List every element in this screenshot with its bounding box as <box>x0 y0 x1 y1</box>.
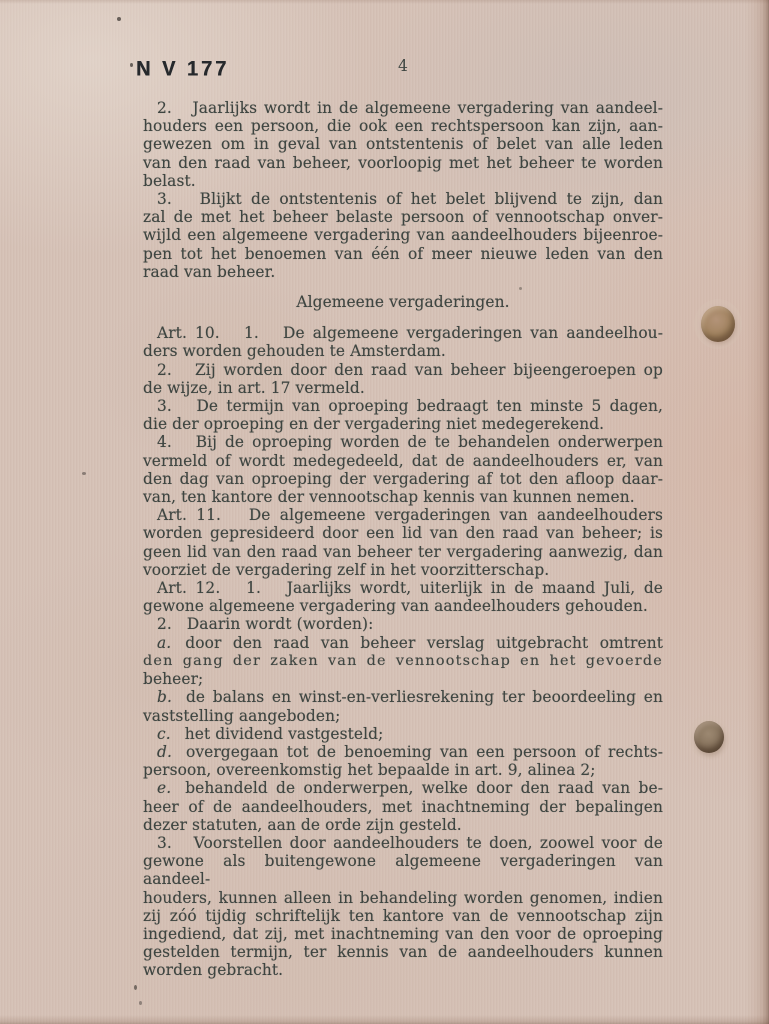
text-line: wijld een algemeene vergadering van aandeelhouders bijeenroe- <box>143 226 663 245</box>
text-line: worden gebracht. <box>143 961 284 980</box>
text-line: dezer statuten, aan de orde zijn gesteld. <box>143 815 462 834</box>
document-body <box>143 99 663 980</box>
text-line: den gang der zaken van de vennootschap en het gevoerde <box>143 652 663 669</box>
text-line: Art. 11. De algemeene vergaderingen van aandeelhouders <box>157 506 663 525</box>
text-line: ingediend, dat zij, met inachtneming van den voor de oproeping <box>143 924 663 943</box>
paper-speck <box>130 63 133 67</box>
text-line: pen tot het benoemen van één of meer nieuwe leden van den <box>143 244 663 263</box>
text-line: ders worden gehouden te Amsterdam. <box>143 342 446 361</box>
item-marker: a. <box>157 633 172 652</box>
text-line: 4. Bij de oproeping worden de te behandelen onderwerpen <box>157 433 663 452</box>
item-marker: c. <box>157 724 171 743</box>
paragraph <box>143 361 663 397</box>
text-line: c. het dividend vastgesteld; <box>157 724 384 743</box>
text-line: den dag van oproeping der vergadering af tot den afloop daar- <box>143 469 663 488</box>
text-line: 2. Jaarlijks wordt in de algemeene vergadering van aandeel- <box>157 99 663 117</box>
text-line: a. door den raad van beheer verslag uitgebracht omtrent <box>157 633 663 652</box>
text-line: Art. 12. 1. Jaarlijks wordt, uiterlijk in de maand Juli, de <box>157 579 663 598</box>
punch-hole-top <box>701 306 735 342</box>
text-line: beheer; <box>143 670 204 689</box>
paper-speck <box>82 472 86 475</box>
text-line: van den raad van beheer, voorloopig met het beheer te worden <box>143 153 663 172</box>
paragraph <box>143 834 663 980</box>
paragraph <box>143 634 663 689</box>
text-line: e. behandeld de onderwerpen, welke door den raad van be- <box>157 779 663 798</box>
text-line: gewone algemeene vergadering van aandeelhouders gehouden. <box>143 597 648 616</box>
paper-speck <box>139 1001 142 1005</box>
page-edge-shadow-right <box>745 0 769 1024</box>
text-line: persoon, overeenkomstig het bepaalde in art. 9, alinea 2; <box>143 761 596 780</box>
item-marker: d. <box>157 742 172 761</box>
text-line: gewezen om in geval van ontstentenis of belet van alle leden <box>143 135 663 154</box>
text-line: gewone als buitengewone algemeene vergaderingen van aandeel- <box>143 852 663 889</box>
text-line: zal de met het beheer belaste persoon of vennootschap onver- <box>143 208 663 227</box>
text-line: geen lid van den raad van beheer ter vergadering aanwezig, dan <box>143 542 663 561</box>
paragraph <box>143 99 663 190</box>
paragraph <box>143 190 663 281</box>
page-edge-shadow-top <box>0 0 769 4</box>
paper-speck <box>117 17 121 21</box>
text-line: vaststelling aangeboden; <box>143 706 341 725</box>
paragraph <box>143 779 663 834</box>
paper-speck <box>134 985 137 990</box>
item-marker: e. <box>157 779 172 798</box>
section-heading <box>143 293 663 311</box>
text-line: Art. 10. 1. De algemeene vergaderingen van aandeelhou- <box>157 324 663 343</box>
text-line: b. de balans en winst-en-verliesrekening ter beoordeeling en <box>157 688 663 707</box>
text-line: voorziet de vergadering zelf in het voorzitterschap. <box>143 560 550 579</box>
paragraph <box>143 433 663 506</box>
paragraph <box>143 397 663 433</box>
paper-speck <box>519 287 522 290</box>
text-line: zij zóó tijdig schriftelijk ten kantore van de vennootschap zijn <box>143 906 663 925</box>
text-line: vermeld of wordt medegedeeld, dat de aandeelhouders er, van <box>143 451 663 470</box>
text-line: 2. Daarin wordt (worden): <box>157 615 374 634</box>
text-line: 3. Voorstellen door aandeelhouders te doen, zoowel voor de <box>157 833 663 852</box>
punch-hole-bottom <box>694 721 724 753</box>
page-edge-shadow-bottom <box>0 1015 769 1024</box>
paragraph <box>143 324 663 360</box>
document-stamp: N V 177 <box>136 57 230 81</box>
text-line: gestelden termijn, ter kennis van de aandeelhouders kunnen <box>143 943 663 962</box>
text-line: de wijze, in art. 17 vermeld. <box>143 378 365 397</box>
text-line: belast. <box>143 171 196 190</box>
text-line: 2. Zij worden door den raad van beheer bijeengeroepen op <box>157 360 663 379</box>
text-line: houders, kunnen alleen in behandeling worden genomen, indien <box>143 888 663 907</box>
page-number: 4 <box>398 57 408 75</box>
item-marker: b. <box>157 688 172 707</box>
text-line: 3. Blijkt de ontstentenis of het belet blijvend te zijn, dan <box>157 190 663 209</box>
paragraph <box>143 506 663 579</box>
text-line: van, ten kantore der vennootschap kennis van kunnen nemen. <box>143 488 635 507</box>
text-line: raad van beheer. <box>143 262 276 281</box>
text-line: heer of de aandeelhouders, met inachtneming der bepalingen <box>143 797 663 816</box>
text-line: houders een persoon, die ook een rechtspersoon kan zijn, aan- <box>143 117 663 136</box>
paragraph <box>143 579 663 615</box>
paragraph <box>143 743 663 779</box>
text-line: 3. De termijn van oproeping bedraagt ten minste 5 dagen, <box>157 397 663 416</box>
text-line: Algemeene vergaderingen. <box>296 293 510 312</box>
paragraph <box>143 615 663 633</box>
text-line: d. overgegaan tot de benoeming van een persoon of rechts- <box>157 742 663 761</box>
paragraph <box>143 688 663 724</box>
paragraph <box>143 725 663 743</box>
text-line: worden gepresideerd door een lid van den raad van beheer; is <box>143 524 663 543</box>
text-line: die der oproeping en der vergadering niet medegerekend. <box>143 415 605 434</box>
